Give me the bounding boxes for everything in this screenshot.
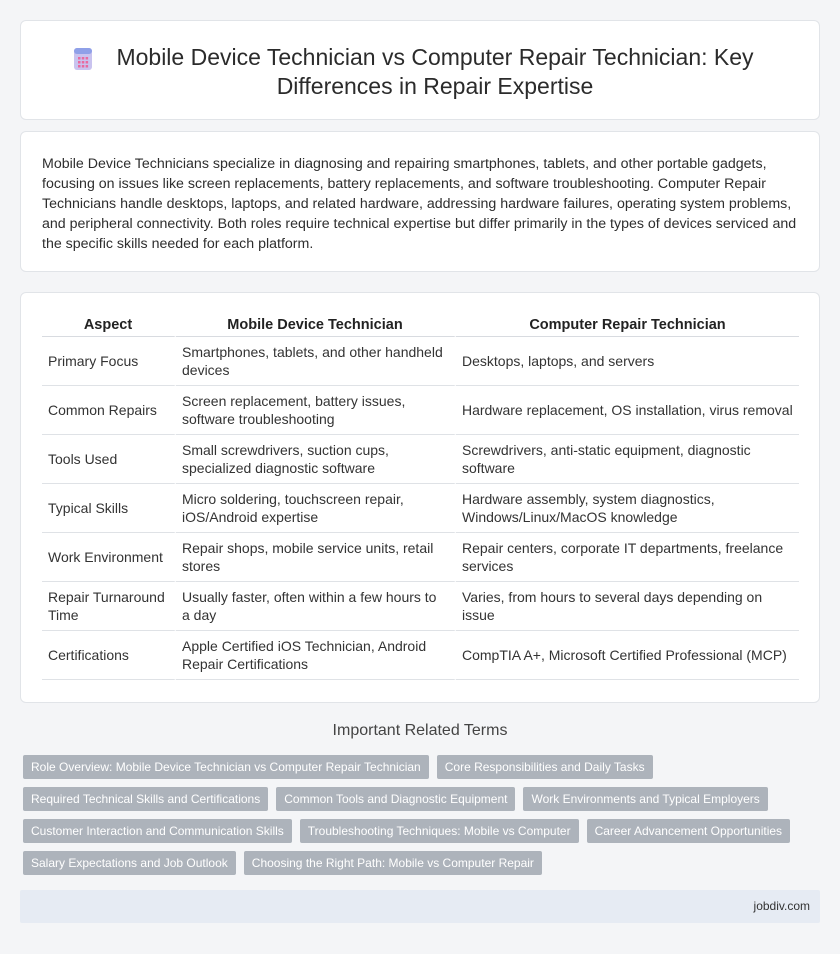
tag-row bbox=[23, 787, 803, 811]
row-aspect: Certifications bbox=[42, 631, 176, 680]
tag-row bbox=[23, 755, 803, 779]
footer-site-link[interactable]: jobdiv.com bbox=[753, 899, 810, 913]
row-mobile: Smartphones, tablets, and other handheld devices bbox=[176, 337, 456, 386]
row-computer: Screwdrivers, anti-static equipment, diagnostic software bbox=[456, 435, 799, 484]
table-row bbox=[42, 337, 799, 386]
row-aspect: Typical Skills bbox=[42, 484, 176, 533]
row-aspect: Work Environment bbox=[42, 533, 176, 582]
table-row bbox=[42, 484, 799, 533]
row-mobile: Micro soldering, touchscreen repair, iOS/Android expertise bbox=[176, 484, 456, 533]
row-computer: Repair centers, corporate IT departments, freelance services bbox=[456, 533, 799, 582]
row-mobile: Screen replacement, battery issues, software troubleshooting bbox=[176, 386, 456, 435]
row-aspect: Tools Used bbox=[42, 435, 176, 484]
table-header-row bbox=[42, 315, 799, 337]
header-aspect: Aspect bbox=[42, 315, 176, 337]
tag-row bbox=[23, 851, 803, 875]
table-row bbox=[42, 386, 799, 435]
related-terms-heading: Important Related Terms bbox=[332, 722, 508, 739]
header-mobile: Mobile Device Technician bbox=[176, 315, 456, 337]
row-mobile: Apple Certified iOS Technician, Android Repair Certifications bbox=[176, 631, 456, 680]
footer bbox=[20, 890, 820, 923]
table-row bbox=[42, 435, 799, 484]
row-mobile: Small screwdrivers, suction cups, specialized diagnostic software bbox=[176, 435, 456, 484]
related-term-tag[interactable]: Required Technical Skills and Certifications bbox=[23, 787, 268, 811]
related-term-tag[interactable]: Customer Interaction and Communication Skills bbox=[23, 819, 292, 843]
related-term-tag[interactable]: Career Advancement Opportunities bbox=[587, 819, 790, 843]
related-term-tag[interactable]: Work Environments and Typical Employers bbox=[523, 787, 767, 811]
table-row bbox=[42, 582, 799, 631]
row-computer: Varies, from hours to several days depending on issue bbox=[456, 582, 799, 631]
comparison-card bbox=[20, 292, 820, 703]
related-term-tag[interactable]: Common Tools and Diagnostic Equipment bbox=[276, 787, 515, 811]
related-term-tag[interactable]: Choosing the Right Path: Mobile vs Computer Repair bbox=[244, 851, 542, 875]
row-mobile: Usually faster, often within a few hours to a day bbox=[176, 582, 456, 631]
row-aspect: Common Repairs bbox=[42, 386, 176, 435]
intro-paragraph: Mobile Device Technicians specialize in diagnosing and repairing smartphones, tablets, and other portable gadgets, focusing on issues like screen replacements, battery replacements, and software troubleshooting. Computer Repair Technicians handle desktops, laptops, and related hardware, addressing hardware failures, operating system problems, and peripheral connectivity. Both roles require technical expertise but differ primarily in the types of devices serviced and the specific skills needed for each platform. bbox=[42, 156, 797, 252]
comparison-table bbox=[42, 315, 799, 680]
row-computer: CompTIA A+, Microsoft Certified Professional (MCP) bbox=[456, 631, 799, 680]
table-row bbox=[42, 631, 799, 680]
row-computer: Hardware assembly, system diagnostics, Windows/Linux/MacOS knowledge bbox=[456, 484, 799, 533]
title-card bbox=[20, 20, 820, 120]
intro-card bbox=[20, 131, 820, 272]
related-term-tag[interactable]: Troubleshooting Techniques: Mobile vs Computer bbox=[300, 819, 579, 843]
table-row bbox=[42, 533, 799, 582]
row-aspect: Repair Turnaround Time bbox=[42, 582, 176, 631]
related-terms-list bbox=[23, 755, 803, 883]
row-mobile: Repair shops, mobile service units, retail stores bbox=[176, 533, 456, 582]
related-term-tag[interactable]: Role Overview: Mobile Device Technician vs Computer Repair Technician bbox=[23, 755, 429, 779]
page-title: Mobile Device Technician vs Computer Repair Technician: Key Differences in Repair Expertise bbox=[116, 44, 754, 99]
header-computer: Computer Repair Technician bbox=[456, 315, 799, 337]
related-term-tag[interactable]: Salary Expectations and Job Outlook bbox=[23, 851, 236, 875]
related-term-tag[interactable]: Core Responsibilities and Daily Tasks bbox=[437, 755, 653, 779]
row-computer: Desktops, laptops, and servers bbox=[456, 337, 799, 386]
tag-row bbox=[23, 819, 803, 843]
row-computer: Hardware replacement, OS installation, virus removal bbox=[456, 386, 799, 435]
row-aspect: Primary Focus bbox=[42, 337, 176, 386]
